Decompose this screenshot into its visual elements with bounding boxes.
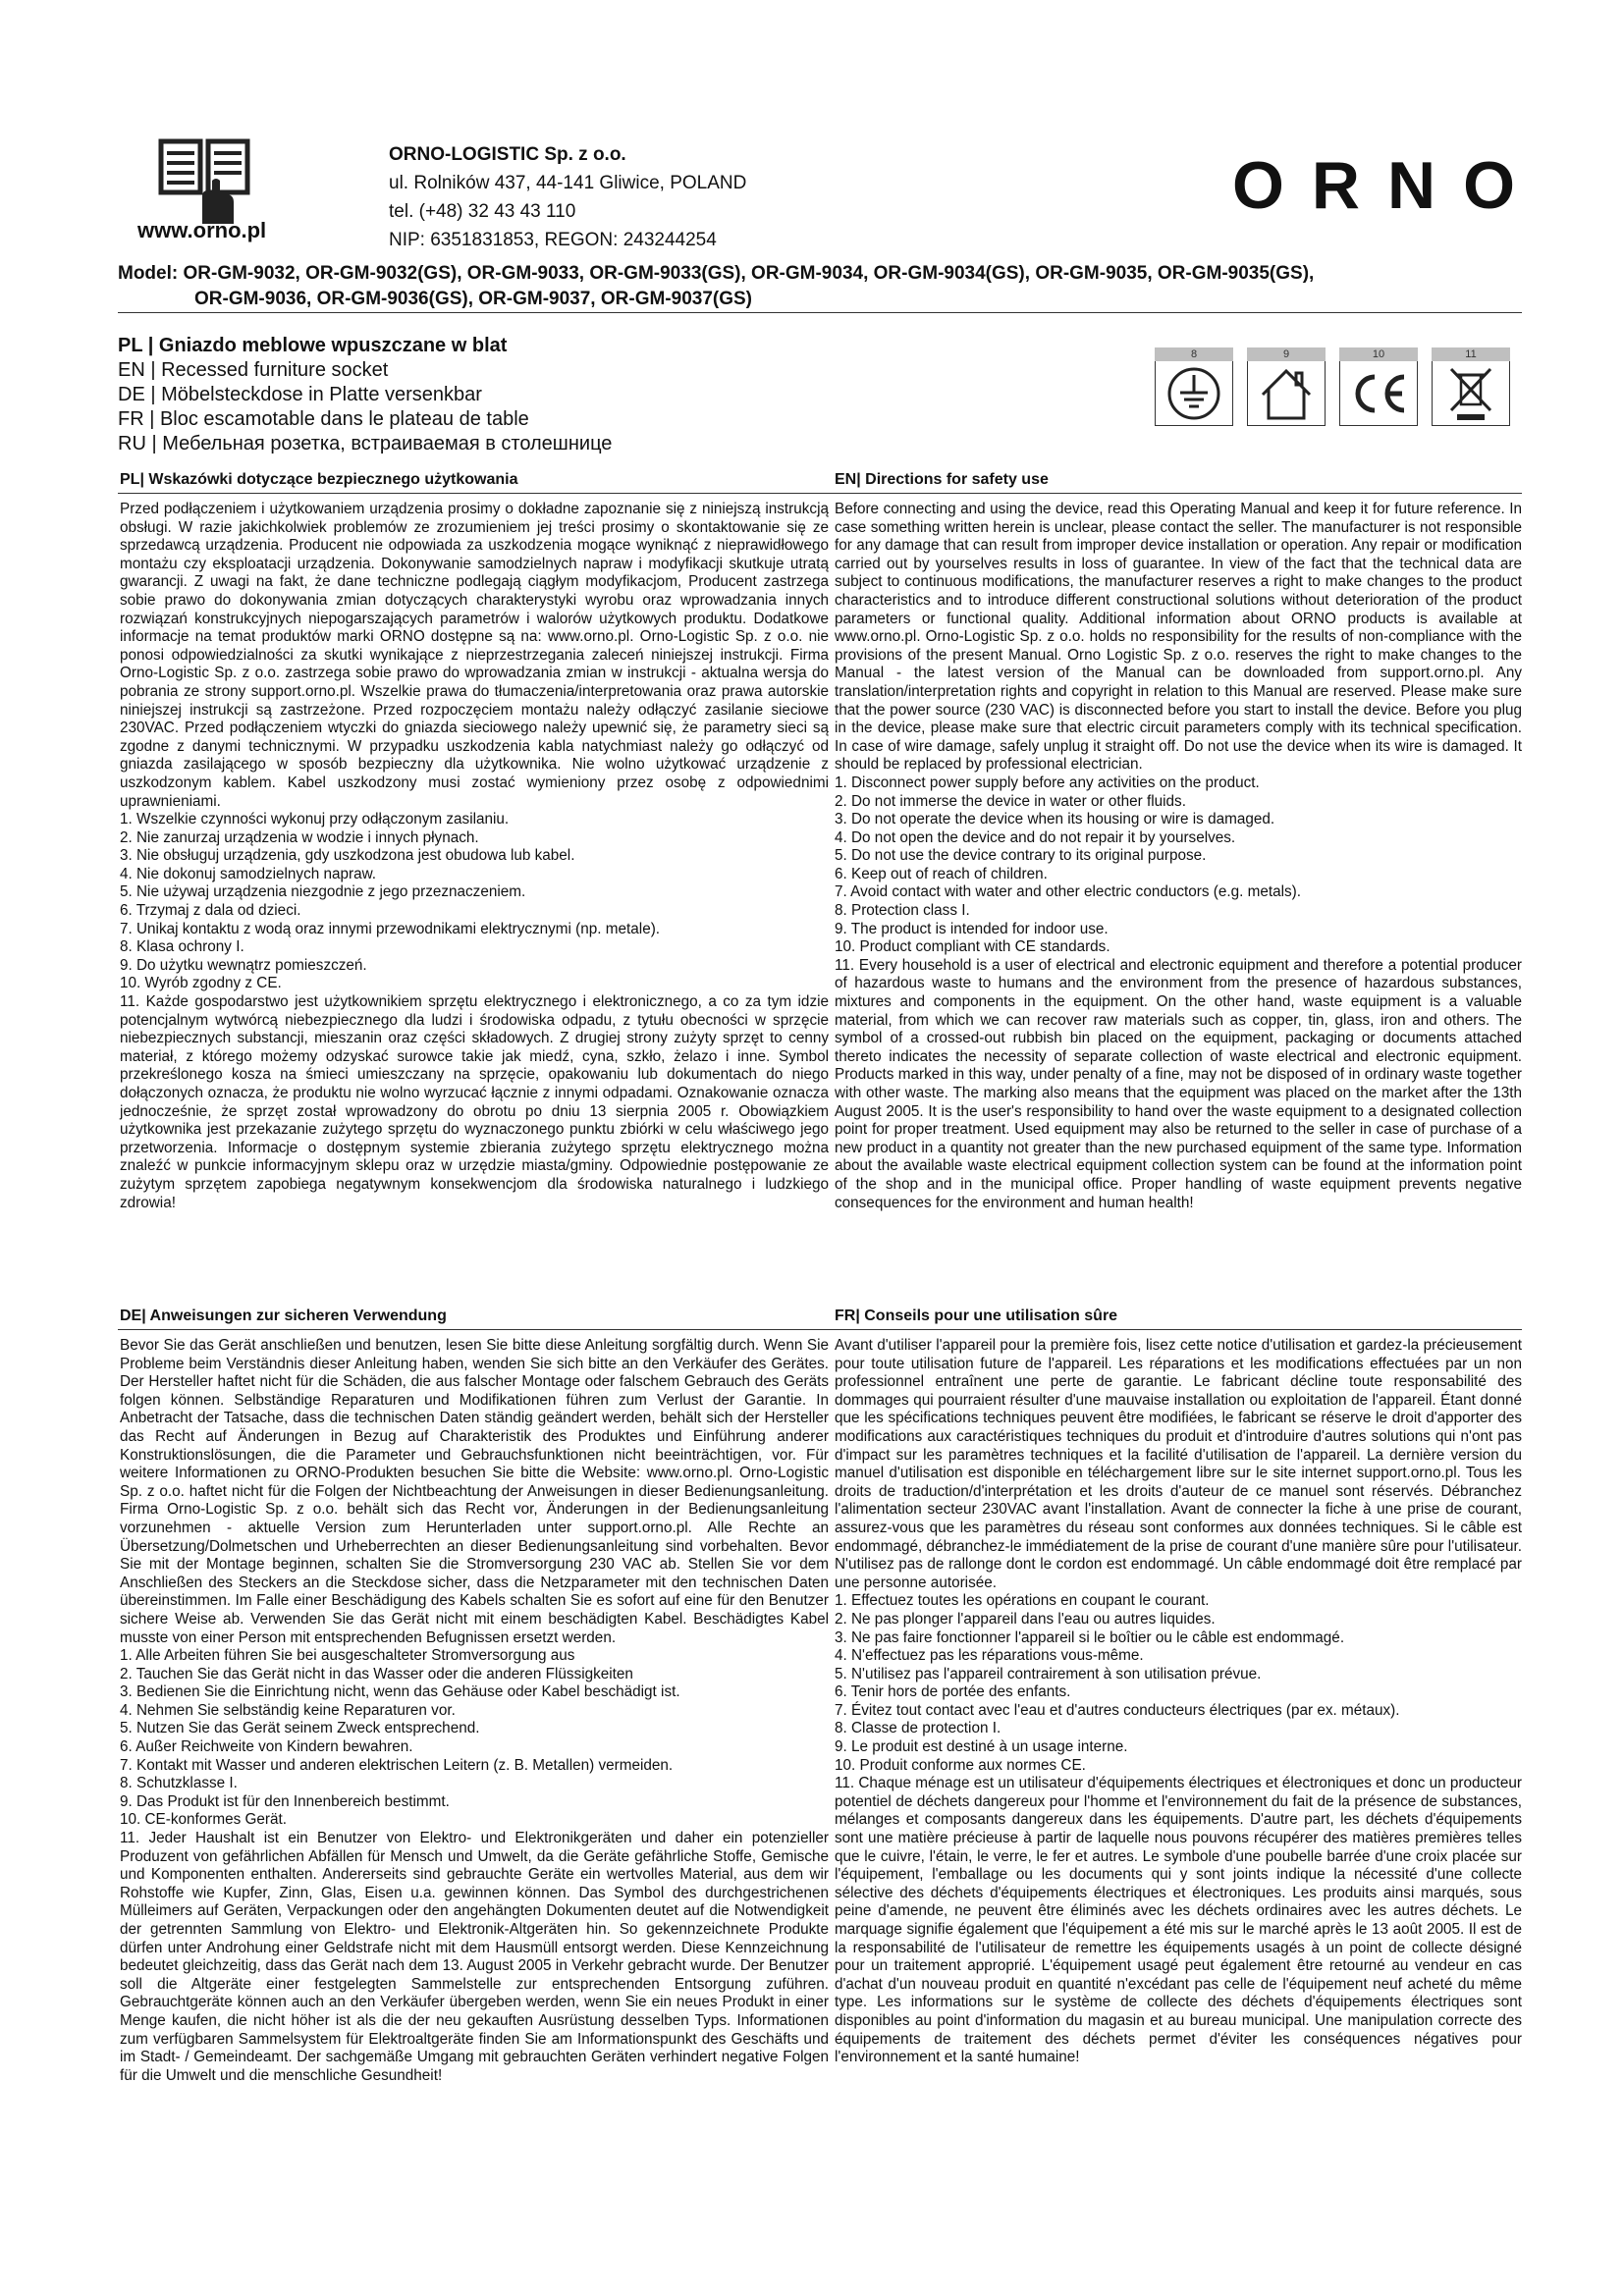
list-item: 10. CE-konformes Gerät. bbox=[120, 1811, 288, 1829]
list-item: 2. Ne pas plonger l'appareil dans l'eau ou autres liquides. bbox=[835, 1610, 1216, 1628]
list-item: 5. Do not use the device contrary to its original purpose. bbox=[835, 847, 1207, 865]
ce-mark-icon bbox=[1347, 365, 1410, 422]
list-item: 4. Nie dokonuj samodzielnych napraw. bbox=[120, 865, 377, 882]
fr-safety-list bbox=[835, 1592, 1522, 2066]
model-line-2: OR-GM-9036, OR-GM-9036(GS), OR-GM-9037, OR-GM-9037(GS) bbox=[194, 289, 752, 309]
list-item: 3. Do not operate the device when its housing or wire is damaged. bbox=[835, 811, 1275, 828]
product-name-en: EN | Recessed furniture socket bbox=[118, 359, 389, 381]
heading-en: EN| Directions for safety use bbox=[835, 471, 1049, 488]
heading-fr: FR| Conseils pour une utilisation sûre bbox=[835, 1308, 1118, 1324]
company-registry: NIP: 6351831853, REGON: 243244254 bbox=[389, 230, 717, 250]
list-item: 1. Disconnect power supply before any activities on the product. bbox=[835, 774, 1260, 791]
de-text-block bbox=[120, 1337, 829, 2085]
list-item: 8. Klasa ochrony I. bbox=[120, 938, 244, 956]
symbol-ce bbox=[1339, 347, 1418, 426]
list-item: 5. Nie używaj urządzenia niezgodnie z jego przeznaczeniem. bbox=[120, 883, 526, 901]
de-fr-divider bbox=[118, 1329, 1522, 1330]
list-item: 7. Évitez tout contact avec l'eau et d'autres conducteurs électriques (par ex. métaux). bbox=[835, 1701, 1400, 1719]
list-item: 10. Produit conforme aux normes CE. bbox=[835, 1756, 1086, 1774]
list-item: 5. N'utilisez pas l'appareil contrairement à son utilisation prévue. bbox=[835, 1665, 1262, 1682]
indoor-house-icon bbox=[1255, 365, 1318, 422]
crossed-bin-icon bbox=[1439, 365, 1502, 422]
symbol-number: 11 bbox=[1432, 347, 1510, 361]
pl-safety-list bbox=[120, 811, 829, 1212]
de-safety-list bbox=[120, 1647, 829, 2085]
en-text-block bbox=[835, 501, 1522, 1212]
protective-earth-icon bbox=[1163, 365, 1225, 422]
list-item: 7. Kontakt mit Wasser und anderen elektrischen Leitern (z. B. Metallen) vermeiden. bbox=[120, 1756, 674, 1774]
symbol-indoor bbox=[1247, 347, 1326, 426]
list-item: 9. Do użytku wewnątrz pomieszczeń. bbox=[120, 956, 367, 974]
list-item: 4. Do not open the device and do not repair it by yourselves. bbox=[835, 828, 1236, 846]
fr-intro: Avant d'utiliser l'appareil pour la première fois, lisez cette notice d'utilisation et gardez-la précieusement pour toute utilisation future de l'appareil. Les réparations et les modifications effectuées par un non professionnel entraînent une perte de garantie. Le fabricant décline toute responsabilité des dommages qui pourraient résulter d'une mauvaise installation ou exploitation de l'appareil. Étant donné que les spécifications techniques peuvent être modifiées, le fabricant se réserve le droit d'apporter des modifications aux caractéristiques techniques du produit et d'introduire d'autres solutions qui n'ont pas d'impact sur les paramètres techniques et la facilité d'utilisation de l'appareil. La dernière version du manuel d'utilisation est disponible en téléchargement libre sur le site internet support.orno.pl. Tous les droits de traduction/d'interprétation et les droits d'auteur de ce manuel sont réservés. Débranchez l'alimentation secteur 230VAC avant l'installation. Avant de connecter la fiche à une prise de courant, assurez-vous que les paramètres du réseau sont conformes aux données techniques. Si le câble est endommagé, débranchez-le immédiatement de la prise de courant d'une manière sûre pour l'utilisateur. N'utilisez pas de rallonge dont le cordon est endommagé. Un câble endommagé doit être remplacé par une personne autorisée. bbox=[835, 1337, 1522, 1591]
pl-intro: Przed podłączeniem i użytkowaniem urządzenia prosimy o dokładne zapoznanie się z niniejszą instrukcją obsługi. W razie jakichkolwiek problemów ze zrozumieniem jej treści prosimy o skontaktowanie się ze sprzedawcą urządzenia. Producent nie odpowiada za uszkodzenia mogące wyniknąć z nieprawidłowego montażu czy eksploatacji urządzenia. Dokonywanie samodzielnych napraw i modyfikacji skutkuje utratą gwarancji. Z uwagi na fakt, że dane techniczne podlegają ciągłym modyfikacjom, Producent zastrzega sobie prawo do dokonywania zmian dotyczących charakterystyki wyrobu oraz wprowadzania innych rozwiązań konstrukcyjnych niepogarszających parametrów i walorów użytkowych produktu. Dodatkowe informacje na temat produktów marki ORNO dostępne są na: www.orno.pl. Orno-Logistic Sp. z o.o. nie ponosi odpowiedzialności za skutki wynikające z nieprzestrzegania zaleceń niniejszej instrukcji. Firma Orno-Logistic Sp. z o.o. zastrzega sobie prawo do wprowadzania zmian w instrukcji - aktualna wersja do pobrania ze strony support.orno.pl. Wszelkie prawa do tłumaczenia/interpretowania oraz prawa autorskie niniejszej instrukcji są zastrzeżone. Przed rozpoczęciem montażu należy odłączyć zasilanie sieciowe 230VAC. Przed podłączeniem wtyczki do gniazda sieciowego należy upewnić się, że parametry sieci są zgodne z danymi technicznymi. W przypadku uszkodzenia kabla natychmiast należy go odłączyć od gniazda zasilającego w sposób bezpieczny dla użytkownika. Nie wolno użytkować urządzenie z uszkodzonym kablem. Kabel uszkodzony musi zostać wymieniony przez osobę z odpowiednimi uprawnieniami. bbox=[120, 501, 829, 810]
list-item: 11. Every household is a user of electrical and electronic equipment and therefore a potential producer of hazardous waste to humans and the environment from the presence of hazardous substances, mixtures and components in the equipment. On the other hand, waste equipment is a valuable material, from which we can recover raw materials such as copper, tin, glass, iron and others. The symbol of a crossed-out rubbish bin placed on the equipment, packaging or documents attached thereto indicates the necessity of separate collection of waste electrical and electronic equipment. Products marked in this way, under penalty of a fine, may not be disposed of in ordinary waste together with other waste. The marking also means that the equipment was placed on the market after the 13th August 2005. It is the user's responsibility to hand over the waste equipment to a designated collection point for proper treatment. Used equipment may also be returned to the seller in case of purchase of a new product in a quantity not greater than the new purchased equipment of the same type. Information about the available waste electrical equipment collection system can be found at the information point of the shop and in the municipal office. Proper handling of waste equipment prevents negative consequences for the environment and human health! bbox=[835, 956, 1522, 1211]
list-item: 8. Schutzklasse I. bbox=[120, 1775, 238, 1792]
manual-book-icon bbox=[157, 137, 255, 226]
list-item: 5. Nutzen Sie das Gerät seinem Zweck entsprechend. bbox=[120, 1720, 480, 1737]
list-item: 1. Wszelkie czynności wykonuj przy odłączonym zasilaniu. bbox=[120, 811, 510, 828]
company-name: ORNO-LOGISTIC Sp. z o.o. bbox=[389, 144, 626, 165]
list-item: 10. Product compliant with CE standards. bbox=[835, 938, 1110, 956]
list-item: 2. Tauchen Sie das Gerät nicht in das Wasser oder die anderen Flüssigkeiten bbox=[120, 1665, 633, 1682]
list-item: 11. Jeder Haushalt ist ein Benutzer von Elektro- und Elektronikgeräten und daher ein potenzieller Produzent von gefährlichen Abfällen für Mensch und Umwelt, da die Geräte gefährliche Stoffe, Gemische und Komponenten enthalten. Andererseits sind gebrauchte Geräte ein wertvolles Material, aus dem wir Rohstoffe wie Kupfer, Zinn, Glas, Eisen u.a. gewinnen können. Das Symbol des durchgestrichenen Mülleimers auf Geräten, Verpackungen oder den angehängten Dokumenten deutet auf die Notwendigkeit der getrennten Sammlung von Elektro- und Elektronik-Altgeräten hin. So gekennzeichnete Produkte dürfen unter Androhung einer Geldstrafe nicht mit dem Hausmüll entsorgt werden. Diese Kennzeichnung bedeutet gleichzeitig, dass das Gerät nach dem 13. August 2005 in Verkehr gebracht wurde. Der Benutzer soll die Altgeräte einer festgelegten Sammelstelle zur entsprechenden Entsorgung zuführen. Gebrauchtgeräte können auch an den Verkäufer übergeben werden, wenn Sie ein neues Produkt in einer Menge kaufen, die nicht höher ist als die der neu gekauften Ausrüstung desselben Typs. Informationen zum verfügbaren Sammelsystem für Elektroaltgeräte finden Sie am Informationspunkt des Geschäfts und im Stadt- / Gemeindeamt. Der sachgemäße Umgang mit gebrauchten Geräten verhindert negative Folgen für die Umwelt und die menschliche Gesundheit! bbox=[120, 1830, 829, 2084]
list-item: 6. Trzymaj z dala od dzieci. bbox=[120, 902, 301, 920]
list-item: 4. Nehmen Sie selbständig keine Reparaturen vor. bbox=[120, 1701, 456, 1719]
list-item: 6. Tenir hors de portée des enfants. bbox=[835, 1683, 1071, 1701]
company-phone: tel. (+48) 32 43 43 110 bbox=[389, 201, 576, 222]
website-url: www.orno.pl bbox=[137, 218, 267, 242]
list-item: 8. Protection class I. bbox=[835, 902, 970, 920]
symbol-weee bbox=[1432, 347, 1510, 426]
list-item: 6. Keep out of reach of children. bbox=[835, 865, 1048, 882]
list-item: 9. Le produit est destiné à un usage interne. bbox=[835, 1738, 1128, 1756]
list-item: 10. Wyrób zgodny z CE. bbox=[120, 975, 282, 992]
product-name-de: DE | Möbelsteckdose in Platte versenkbar bbox=[118, 384, 482, 405]
symbol-number: 8 bbox=[1155, 347, 1233, 361]
list-item: 8. Classe de protection I. bbox=[835, 1720, 1001, 1737]
product-name-ru: RU | Мебельная розетка, встраиваемая в столешнице bbox=[118, 433, 613, 454]
en-intro: Before connecting and using the device, read this Operating Manual and keep it for future reference. In case something written herein is unclear, please contact the seller. The manufacturer is not responsible for any damage that can result from improper device installation or operation. Any repair or modification carried out by yourselves results in loss of guarantee. In view of the fact that the technical data are subject to continuous modifications, the manufacturer reserves a right to make changes to the product characteristics and to introduce different constructional solutions without deterioration of the product parameters or functional quality. Additional information about ORNO products is available at www.orno.pl. Orno-Logistic Sp. z o.o. holds no responsibility for the results of non-compliance with the provisions of the present Manual. Orno Logistic Sp. z o.o. reserves the right to make changes to the Manual - the latest version of the Manual can be downloaded from support.orno.pl. Any translation/interpretation rights and copyright in relation to this Manual are reserved. Please make sure that the power source (230 VAC) is disconnected before you start to install the device. Before you plug in the device, please make sure that electric circuit parameters comply with its technical specification. In case of wire damage, safely unplug it straight off. Do not use the device when its wire is damaged. It should be replaced by professional electrician. bbox=[835, 501, 1522, 774]
fr-text-block bbox=[835, 1337, 1522, 2067]
heading-pl: PL| Wskazówki dotyczące bezpiecznego użytkowania bbox=[120, 471, 518, 488]
en-safety-list bbox=[835, 774, 1522, 1212]
heading-de: DE| Anweisungen zur sicheren Verwendung bbox=[120, 1308, 447, 1324]
list-item: 9. Das Produkt ist für den Innenbereich bestimmt. bbox=[120, 1792, 450, 1810]
list-item: 1. Alle Arbeiten führen Sie bei ausgeschalteter Stromversorgung aus bbox=[120, 1647, 575, 1665]
list-item: 2. Nie zanurzaj urządzenia w wodzie i innych płynach. bbox=[120, 828, 479, 846]
list-item: 3. Bedienen Sie die Einrichtung nicht, wenn das Gehäuse oder Kabel beschädigt ist. bbox=[120, 1683, 680, 1701]
list-item: 3. Nie obsługuj urządzenia, gdy uszkodzona jest obudowa lub kabel. bbox=[120, 847, 575, 865]
symbol-number: 10 bbox=[1339, 347, 1418, 361]
product-names bbox=[118, 334, 612, 456]
list-item: 7. Unikaj kontaktu z wodą oraz innymi przewodnikami elektrycznymi (np. metale). bbox=[120, 920, 661, 937]
list-item: 2. Do not immerse the device in water or other fluids. bbox=[835, 792, 1186, 810]
company-address: ul. Rolników 437, 44-141 Gliwice, POLAND bbox=[389, 173, 747, 193]
list-item: 1. Effectuez toutes les opérations en coupant le courant. bbox=[835, 1592, 1210, 1610]
list-item: 9. The product is intended for indoor use. bbox=[835, 920, 1109, 937]
list-item: 3. Ne pas faire fonctionner l'appareil si le boîtier ou le câble est endommagé. bbox=[835, 1629, 1345, 1646]
model-list bbox=[118, 261, 1522, 312]
list-item: 6. Außer Reichweite von Kindern bewahren. bbox=[120, 1738, 413, 1756]
product-name-pl: PL | Gniazdo meblowe wpuszczane w blat bbox=[118, 335, 508, 356]
list-item: 11. Chaque ménage est un utilisateur d'équipements électriques et électroniques et donc un producteur potentiel de déchets dangereux pour l'homme et l'environnement du fait de la présence de substances, mélanges et composants dangereux dans les équipements. D'autre part, les déchets d'équipements sont une matière précieuse à partir de laquelle nous pouvons récupérer des matières premières telles que le cuivre, l'étain, le verre, le fer et autres. Le symbole d'une poubelle barrée d'une croix placée sur l'équipement, l'emballage ou les documents qui y sont joints indique la nécessité d'une collecte sélective des déchets d'équipements électriques et électroniques. Les produits ainsi marqués, sous peine d'amende, ne peuvent être éliminés avec les déchets ordinaires avec les autres déchets. Le marquage signifie également que l'équipement a été mis sur le marché après le 13 août 2005. Il est de la responsabilité de l'utilisateur de remettre les équipements usagés à un point de collecte désigné pour un traitement approprié. L'équipement usagé peut également être retourné au vendeur en cas d'achat d'un nouveau produit en quantité n'excédant pas celle de l'équipement neuf acheté du même type. Les informations sur le système de collecte des déchets d'équipements électriques sont disponibles au point d'information du magasin et au bureau municipal. Une manipulation correcte des équipements de traitement des déchets permet d'éviter les conséquences négatives pour l'environnement et la santé humaine! bbox=[835, 1775, 1522, 2066]
pl-text-block bbox=[120, 501, 829, 1212]
header-divider bbox=[118, 312, 1522, 313]
model-line-1: Model: OR-GM-9032, OR-GM-9032(GS), OR-GM-9033, OR-GM-9033(GS), OR-GM-9034, OR-GM-9034(GS), OR-GM-9035, OR-GM-9035(GS), bbox=[118, 263, 1315, 284]
list-item: 4. N'effectuez pas les réparations vous-même. bbox=[835, 1647, 1144, 1665]
list-item: 7. Avoid contact with water and other electric conductors (e.g. metals). bbox=[835, 883, 1302, 901]
list-item: 11. Każde gospodarstwo jest użytkownikiem sprzętu elektrycznego i elektronicznego, a co za tym idzie potencjalnym wytwórcą niebezpiecznego dla ludzi i środowiska odpadu, z tytułu obecności w sprzęcie niebezpiecznych substancji, mieszanin oraz części składowych. Z drugiej strony zużyty sprzęt to cenny materiał, z którego możemy odzyskać surowce takie jak miedź, cyna, szkło, żelazo i inne. Symbol przekreślonego kosza na śmieci umieszczany na sprzęcie, opakowaniu lub dokumentach do niego dołączonych oznacza, że produktu nie wolno wyrzucać łącznie z innymi odpadami. Oznakowanie oznacza jednocześnie, że sprzęt został wprowadzony do obrotu po dniu 13 sierpnia 2005 r. Obowiązkiem użytkownika jest przekazanie zużytego sprzętu do wyznaczonego punktu zbiórki w celu właściwego jego przetworzenia. Informacje o dostępnym systemie zbierania zużytego sprzętu elektrycznego można znaleźć w punkcie informacyjnym sklepu oraz w urzędzie miasta/gminy. Odpowiednie postępowanie ze zużytym sprzętem zapobiega negatywnym konsekwencjom dla środowiska naturalnego i ludzkiego zdrowia! bbox=[120, 993, 829, 1211]
orno-logo: ORNO bbox=[1232, 148, 1543, 223]
company-info bbox=[389, 140, 746, 254]
symbol-protective-earth bbox=[1155, 347, 1233, 426]
product-name-fr: FR | Bloc escamotable dans le plateau de table bbox=[118, 408, 529, 430]
de-intro: Bevor Sie das Gerät anschließen und benutzen, lesen Sie bitte diese Anleitung sorgfältig durch. Wenn Sie Probleme beim Verständnis dieser Anleitung haben, wenden Sie sich bitte an den Verkäufer des Gerätes. Der Hersteller haftet nicht für die Schäden, die aus falscher Montage oder falschem Gebrauch des Geräts folgen können. Selbständige Reparaturen und Modifikationen führen zum Verlust der Garantie. In Anbetracht der Tatsache, dass die technischen Daten ständig geändert werden, behält sich der Hersteller das Recht auf Änderungen in Bezug auf Charakteristik des Produktes und Einführung anderer Konstruktionslösungen, die die Parameter und Gebrauchsfunktionen nicht beeinträchtigen, vor. Für weitere Informationen zu ORNO-Produkten besuchen Sie bitte die Website: www.orno.pl. Orno-Logistic Sp. z o.o. haftet nicht für die Folgen der Nichtbeachtung der Anweisungen in dieser Bedienungsanleitung. Firma Orno-Logistic Sp. z o.o. behält sich das Recht vor, Änderungen in der Bedienungsanleitung vorzunehmen - aktuelle Version zum Herunterladen unter support.orno.pl. Alle Rechte an Übersetzung/Dolmetschen und Urheberrechten an dieser Bedienungsanleitung sind vorbehalten. Bevor Sie mit der Montage beginnen, schalten Sie die Stromversorgung 230 VAC ab. Stellen Sie vor dem Anschließen des Steckers an die Steckdose sicher, dass die Netzparameter mit den technischen Daten übereinstimmen. Im Falle einer Beschädigung des Kabels schalten Sie es sofort auf eine für den Benutzer sichere Weise ab. Verwenden Sie das Gerät nicht mit einem beschädigten Kabel. Beschädigtes Kabel musste von einer Person mit entsprechenden Befugnissen ersetzt werden. bbox=[120, 1337, 829, 1646]
pl-en-divider bbox=[118, 493, 1522, 494]
symbol-number: 9 bbox=[1247, 347, 1326, 361]
